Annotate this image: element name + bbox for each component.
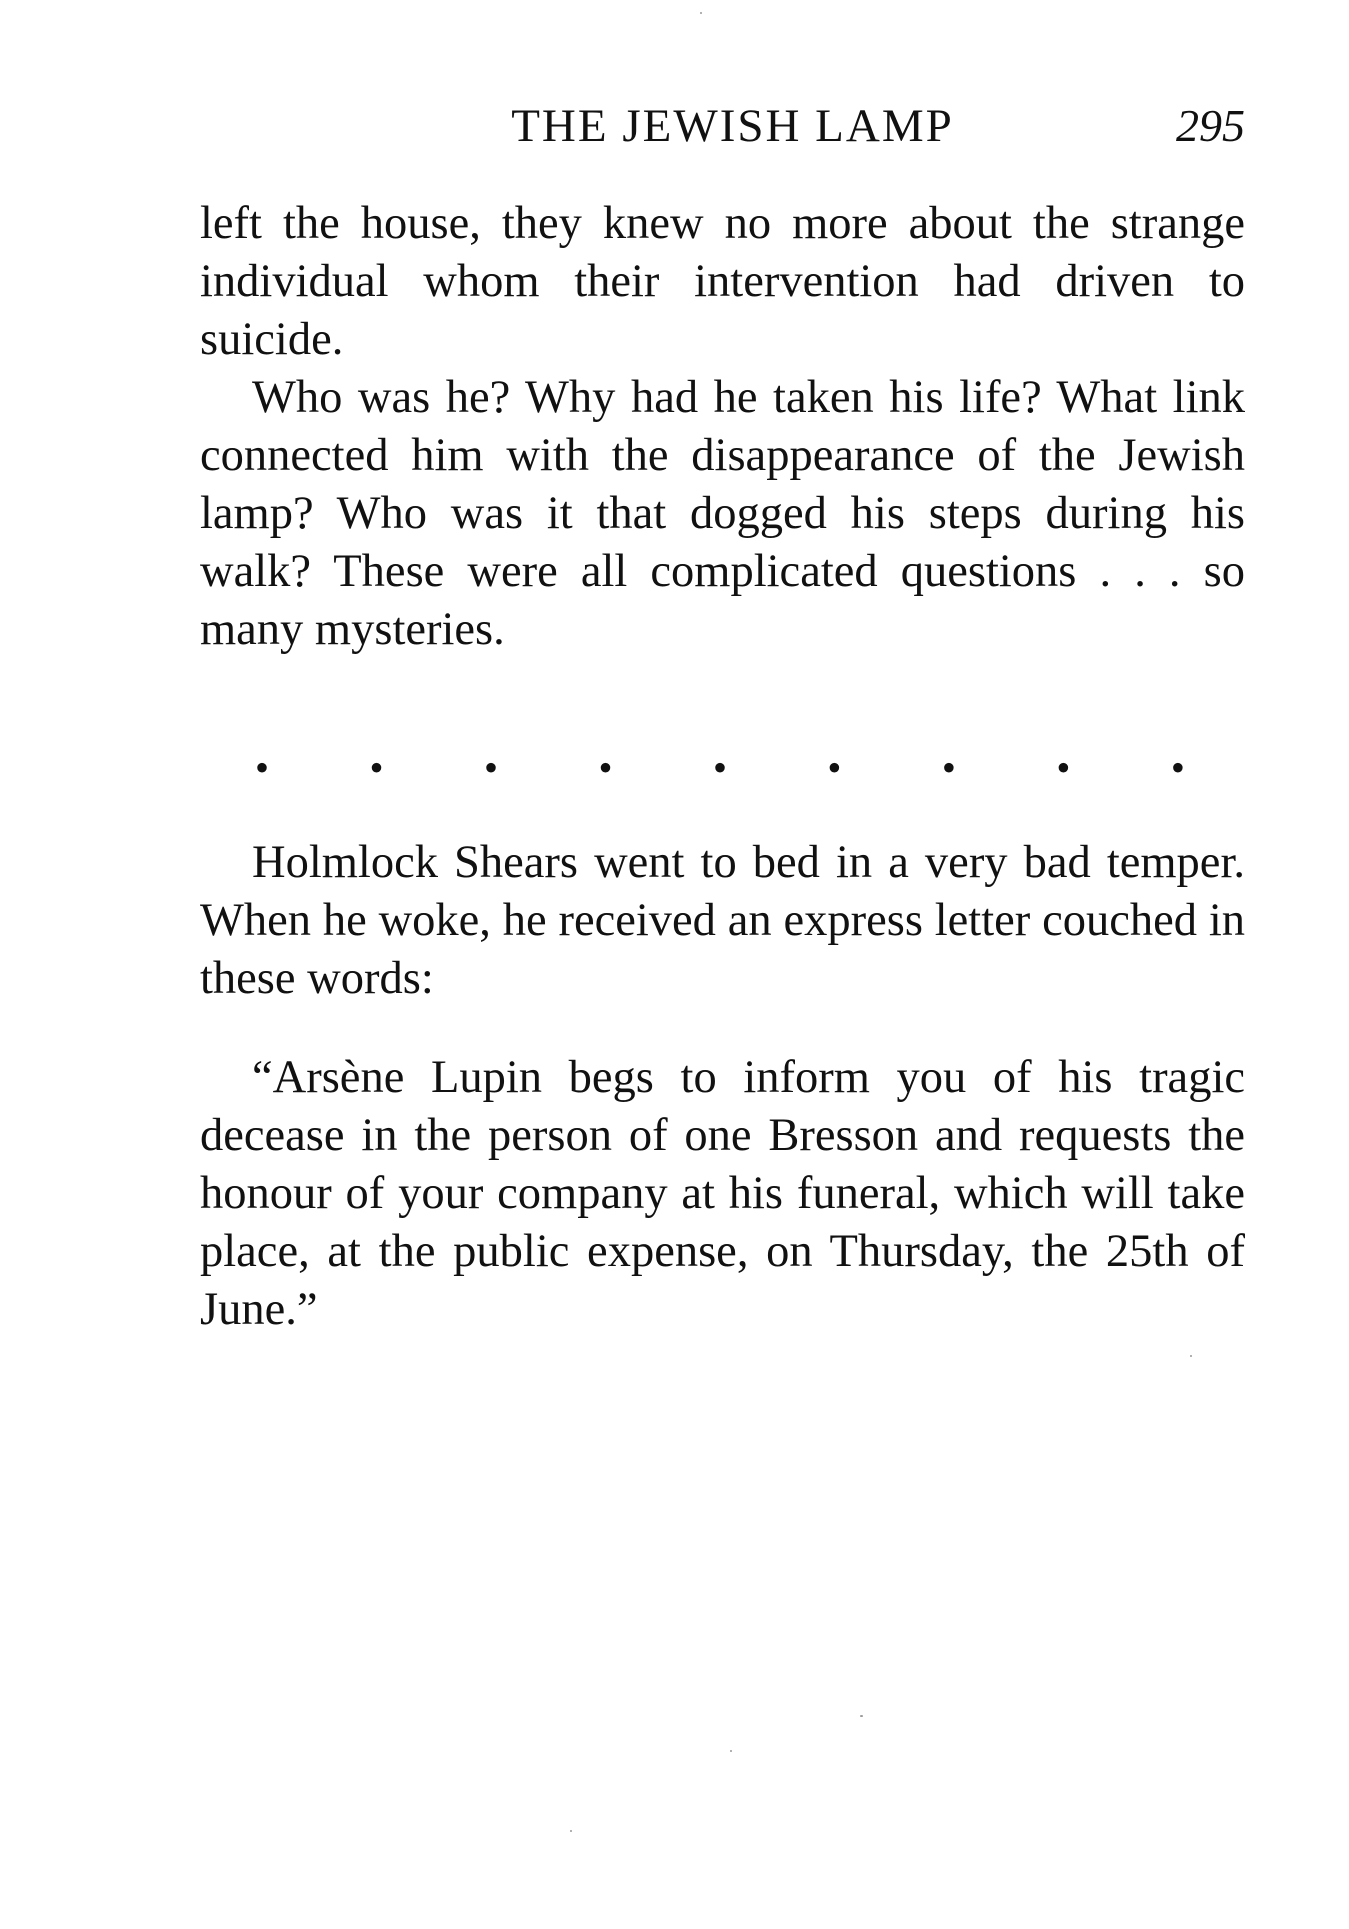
scan-speck: [1190, 1355, 1192, 1357]
section-separator: [200, 745, 1245, 790]
separator-dot: •: [1056, 745, 1071, 790]
paragraph-2: [200, 369, 1245, 659]
separator-dot: •: [483, 745, 498, 790]
paragraph-2-text: Who was he? Why had he taken his life? What link connected him with the disappearance of the Jewish lamp? Who was it that dogged his steps during his walk? These were all complicated questions . . . so many mysteries.: [200, 372, 1245, 655]
separator-dot: •: [827, 745, 842, 790]
separator-dot: •: [598, 745, 613, 790]
running-title: THE JEWISH LAMP: [511, 100, 954, 152]
scan-speck: [860, 1715, 863, 1717]
paragraph-4: [200, 1049, 1245, 1339]
paragraph-3-text: Holmlock Shears went to bed in a very bad temper. When he woke, he received an express letter couched in these words:: [200, 837, 1245, 1004]
scan-speck: [570, 1830, 572, 1832]
page-number: 295: [1176, 100, 1245, 151]
separator-dot: •: [255, 745, 270, 790]
scan-speck: [730, 1750, 732, 1752]
running-head: [200, 96, 1245, 156]
separator-dot: •: [712, 745, 727, 790]
paragraph-3: [200, 834, 1245, 1008]
separator-dot: •: [369, 745, 384, 790]
scan-speck: [700, 12, 702, 14]
separator-dot: •: [941, 745, 956, 790]
paragraph-1-text: left the house, they knew no more about the strange individual whom their intervention had driven to suicide.: [200, 198, 1245, 365]
paragraph-4-text: “Arsène Lupin begs to inform you of his tragic decease in the person of one Bresson and requests the honour of your company at his funeral, which will take place, at the public expense, on Thursday, the 25th of June.”: [200, 1052, 1245, 1335]
separator-dot: •: [1170, 745, 1185, 790]
paragraph-1: [200, 195, 1245, 369]
